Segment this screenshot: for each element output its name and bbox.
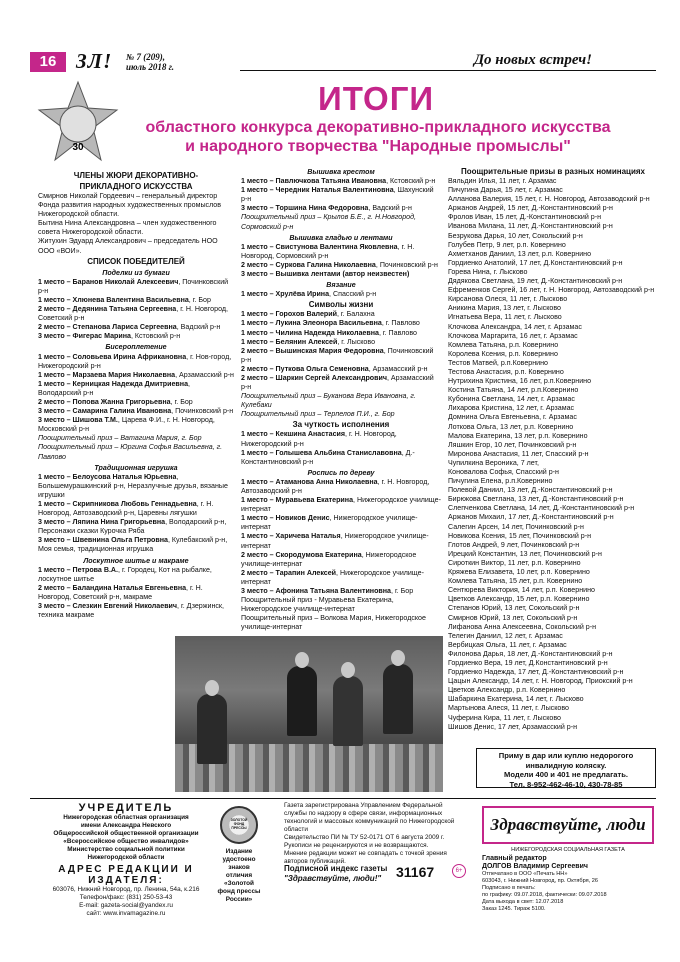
- winner-entry: 1 место – Чередник Наталья Валентиновна, Шахунский р-н: [241, 186, 434, 204]
- prize-winner: Глотов Андрей, 9 лет, Починковский р-н: [448, 540, 580, 549]
- winner-entry: Поощрительный приз - Муравьева Екатерина, Нижегородское училище-интернат: [241, 596, 394, 614]
- incentive-prize-entry: Поощрительный приз – Юргина Софья Васильевна, г. Павлово: [38, 443, 223, 461]
- prize-winner: Вяльдин Илья, 11 лет, г. Арзамас: [448, 177, 557, 185]
- prize-winner: Игнатьева Вера, 11 лет, г. Лысково: [448, 313, 562, 322]
- prize-winner: Клочкова Маргарита, 16 лет, г. Арзамас: [448, 331, 578, 340]
- footer-line: знаков: [228, 864, 250, 871]
- photo-person-head: [295, 652, 309, 668]
- winner-entry: 2 место – Суркова Галина Николаевна, Починковский р-н: [241, 260, 438, 269]
- prize-winner: Цацын Александр, 14 лет, г. Н. Новгород, Приокский р-н: [448, 677, 633, 686]
- winner-entry: 1 место – Павлючкова Татьяна Ивановна, Кстовский р-н: [241, 177, 436, 186]
- winner-entry: 2 место – Попова Жанна Григорьевна, г. Бор: [38, 397, 193, 406]
- age-rating: 6+: [452, 864, 466, 878]
- photo-person-head: [341, 662, 355, 678]
- winner-entry: Житухин Эдуард Александрович – председатель НОО ООО «ВОИ».: [38, 237, 218, 255]
- category-heading: Лоскутное шитье и макраме: [83, 556, 189, 565]
- winner-entry: 2 место – Тарапин Алексей, Нижегородское училище-интернат: [241, 568, 424, 586]
- prize-winner: Гордиенко Вера, 19 лет, Д.Константиновский р-н: [448, 658, 608, 667]
- editor-label: Главный редактор: [482, 855, 547, 862]
- issue-date: июль 2018 г.: [126, 62, 175, 72]
- photo-person: [287, 666, 317, 736]
- footer-line: 603043, г. Нижний Новгород, пр. Октября, 26: [482, 878, 598, 884]
- prize-winner: Цветков Александр, 15 лет, р.п. Ковернино: [448, 595, 590, 604]
- winner-entry: 1 место – Атаманова Анна Николаевна, г. Н. Новгород, Автозаводский р-н: [241, 477, 430, 495]
- prize-winner: Ефременков Сергей, 16 лет, г. Н. Новгород, Автозаводский р-н: [448, 286, 655, 295]
- address-list: [38, 886, 214, 918]
- footer-line: сайт: www.invamagazine.ru: [86, 910, 166, 917]
- prize-winner: Клочкова Александра, 14 лет, г. Арзамас: [448, 322, 582, 331]
- prize-winner: Тестов Матвей, р.п.Ковернино: [448, 358, 548, 367]
- prize-winner: Сентюрева Виктория, 14 лет, р.п. Ковернино: [448, 586, 595, 595]
- winner-entry: 2 место – Степанова Лариса Сергеевна, Вадский р-н: [38, 323, 221, 332]
- column-winners-continued: [241, 166, 441, 633]
- jubilee-badge-icon: [35, 80, 121, 166]
- footer-line: ЗОЛОТОЙ: [230, 818, 248, 822]
- footer-line: фонд прессы: [217, 888, 261, 895]
- prize-winner: Новикова Ксения, 15 лет, Починковский р-н: [448, 531, 591, 540]
- prize-winner: Пичугина Дарья, 15 лет, г. Арзамас: [448, 186, 563, 195]
- incentive-prize-entry: Поощрительный приз – Крылов Б.Е., г. Н.Новгород, Сормовский р-н: [241, 213, 416, 231]
- winner-entry: Смирнов Николай Гордеевич – генеральный директор Фонда развития народных художественных промыслов Нижегородской области.: [38, 192, 222, 219]
- winner-entry: 3 место – Ляпина Нина Григорьевна, Володарский р-н, Персонажи сказки Курочка Ряба: [38, 518, 227, 536]
- newspaper-logo: ЗЛ!: [76, 49, 113, 73]
- winner-entry: 3 место – Слезкин Евгений Николаевич, г. Дзержинск, техника макраме: [38, 602, 225, 620]
- footer-line: Мнение редакции может не совпадать с точкой зрения авторов публикаций.: [284, 850, 447, 865]
- section-heading: СПИСОК ПОБЕДИТЕЛЕЙ: [87, 256, 185, 266]
- prize-winner: Миронова Анастасия, 11 лет, Спасский р-н: [448, 449, 589, 458]
- winner-entry: 3 место – Фигерас Марина, Кстовский р-н: [38, 332, 181, 341]
- classified-ad: [476, 748, 656, 788]
- winner-entry: 1 место – Петрова В.А., г. Городец, Кот на рыбалке, лоскутное шитье: [38, 565, 212, 583]
- category-heading: Роспись по дереву: [307, 468, 375, 477]
- winner-entry: 2 место – Баландина Наталья Евгеньевна, г. Н. Новгород, Советский р-н, макраме: [38, 583, 203, 601]
- incentive-prizes-list: [448, 177, 658, 732]
- photo-person: [197, 694, 227, 764]
- incentive-prize-entry: Поощрительный приз – Буканова Вера Ивановна, г. Кулебаки: [241, 392, 416, 410]
- incentive-prizes-title: Поощрительные призы в разных номинациях: [460, 167, 646, 176]
- page-number: 16: [30, 52, 66, 72]
- winner-entry: 1 место – Муравьева Екатерина, Нижегородское училище-интернат: [241, 496, 441, 514]
- prize-winner: Лоткова Ольга, 13 лет, р.п. Ковернино: [448, 422, 574, 431]
- footer-line: Министерство социальной политики: [67, 846, 185, 853]
- footer-line: Отпечатано в ООО «Печать НН»: [482, 871, 568, 877]
- column-incentive-prizes: [448, 166, 658, 732]
- photo-person: [383, 664, 413, 734]
- winner-entry: 1 место – Хрулёва Ирина, Спасский р-н: [241, 290, 377, 299]
- founder-block: [38, 802, 214, 918]
- brand-logo: Здравствуйте, люди: [482, 806, 654, 844]
- footer-line: отличия: [225, 872, 253, 879]
- prize-winner: Салегин Арсен, 14 лет, Починковский р-н: [448, 522, 584, 531]
- prize-winner: Мартынова Алеся, 11 лет, г. Лысково: [448, 704, 569, 713]
- winner-entry: 1 место – Белоусова Наталья Юрьевна, Большемурашкинский р-н, Неразлучные друзья, вязаные игрушки: [38, 472, 228, 499]
- winner-entry: 2 место – Вышинская Мария Федоровна, Починковский р-н: [241, 346, 434, 364]
- category-heading: Поделки из бумаги: [102, 268, 170, 277]
- footer-line: Заказ 1245. Тираж 5100.: [482, 906, 546, 912]
- prize-winner: Горева Нина, г. Лысково: [448, 267, 528, 276]
- footer-line: 603076, Нижний Новгород, пр. Ленина, 54а, к.216: [52, 886, 200, 893]
- issue-number: № 7 (209),: [126, 52, 165, 62]
- results-title: ИТОГИ: [318, 80, 435, 117]
- editor-block: [482, 855, 654, 913]
- winner-entry: 1 место – Чилина Надежда Николаевна, г. Павлово: [241, 328, 417, 337]
- ad-phone: Тел. 8-952-462-46-10, 430-78-85: [509, 779, 623, 789]
- prize-winner: Комлева Татьяна, р.п. Ковернино: [448, 340, 559, 349]
- footer-line: Свидетельство ПИ № ТУ 52-0171 ОТ 6 августа 2009 г.: [284, 834, 445, 841]
- footer-line: по графику: 09.07.2018, фактически: 09.07.2018: [482, 892, 607, 898]
- footer-line: Общероссийской общественной организации: [53, 830, 199, 837]
- winner-entry: 1 место – Новиков Денис, Нижегородское училище-интернат: [241, 514, 418, 532]
- prize-winner: Кряжева Елизавета, 10 лет, р.п. Ковернино: [448, 568, 590, 577]
- winner-entry: Бытина Нина Александровна – член художественного совета Нижегородской области.: [38, 219, 217, 237]
- prize-winner: Ляшкин Егор, 10 лет, Починковский р-н: [448, 440, 577, 449]
- prize-winner: Шишов Денис, 17 лет, Арзамасский р-н: [448, 722, 578, 731]
- footer-line: ФОНД: [233, 822, 245, 826]
- footer-line: ПРЕССЫ: [231, 826, 247, 830]
- winner-entry: 1 место – Лукина Элеонора Васильевна, г. Павлово: [241, 319, 420, 328]
- subscription-index: 31167: [396, 864, 435, 880]
- prize-winner: Нутрихина Кристина, 16 лет, р.п.Ковернино: [448, 377, 592, 386]
- prize-winner: Коновалова Софья, Спасский р-н: [448, 468, 559, 476]
- badge-number: 30: [72, 142, 84, 153]
- prize-winner: Шабаркина Екатерина, 14 лет, г. Лысково: [448, 695, 584, 704]
- prize-winner: Кирсанова Олеся, 11 лет, г. Лысково: [448, 295, 568, 304]
- award-text: [214, 848, 264, 904]
- category-heading: Вязание: [326, 281, 356, 290]
- prize-winner: Лифанова Анна Алексеевна, Сокольский р-н: [448, 622, 597, 631]
- prize-winner: Полевой Даниил, 13 лет, Д.-Константиновский р-н: [448, 486, 613, 495]
- prize-winner: Сироткин Виктор, 11 лет, р.п. Ковернино: [448, 558, 581, 567]
- winner-entry: 3 место – Швевнина Ольга Петровна, Кулебакский р-н, Моя семья, традиционная игрушка: [38, 536, 228, 554]
- winner-entry: 2 место – Шаркин Сергей Александрович, Арзамасский р-н: [241, 373, 434, 392]
- ad-line: Модели 400 и 401 не предлагать.: [504, 770, 628, 780]
- incentive-prize-entry: Поощрительный приз – Ватагина Мария, г. Бор: [38, 434, 202, 443]
- prize-winner: Фролов Иван, 15 лет, Д.-Константиновский р-н: [448, 213, 601, 222]
- prize-winner: Безрукова Дарья, 10 лет, Сокольский р-н: [448, 231, 583, 240]
- winner-entry: 1 место – Горохов Валерий, г. Балахна: [241, 310, 375, 319]
- category-heading: Традиционная игрушка: [94, 463, 178, 472]
- founder-list: [38, 814, 214, 862]
- winner-entry: 3 место – Афонина Татьяна Валентиновна, г. Бор: [241, 587, 414, 596]
- footer-line: E-mail: gazeta-social@yandex.ru: [79, 902, 173, 909]
- founder-title: УЧРЕДИТЕЛЬ: [78, 802, 174, 814]
- prize-winner: Вербицкая Ольга, 11 лет, г. Арзамас: [448, 640, 567, 649]
- winner-entry: 1 место – Белянин Алексей, г. Лысково: [241, 337, 376, 346]
- footer-line: Подписано в печать:: [482, 885, 536, 891]
- footer-line: «Золотой: [224, 880, 254, 887]
- prize-winner: Малова Екатерина, 13 лет, р.п. Ковернино: [448, 431, 588, 440]
- prize-winner: Тестова Анастасия, р.п. Ковернино: [448, 367, 564, 376]
- prize-winner: Аржанов Андрей, 15 лет, Д.-Константиновский р-н: [448, 204, 613, 213]
- golden-fund-seal-icon: [220, 806, 258, 844]
- winner-entry: 1 место – Марзаева Мария Николаевна, Арзамасский р-н: [38, 370, 234, 379]
- footer-line: имени Александра Невского: [80, 822, 172, 829]
- brand-subtitle: НИЖЕГОРОДСКАЯ СОЦИАЛЬНАЯ ГАЗЕТА: [511, 847, 625, 853]
- contest-title-line-2: и народного творчества "Народные промыслы": [185, 138, 571, 155]
- prize-winner: Иванова Милана, 11 лет, Д.-Константиновский р-н: [448, 222, 613, 231]
- footer-line: Газета зарегистрирована Управлением Федеральной службы по надзору в сфере связи, информационных технологий и массовых коммуникаций по Нижегородской области: [284, 802, 455, 833]
- print-info: [482, 871, 654, 913]
- winner-entry: 2 место – Путкова Ольга Семеновна, Арзамасский р-н: [241, 364, 428, 373]
- prize-winner: Королева Ксения, р.п. Ковернино: [448, 349, 558, 358]
- category-heading: Бисероплетение: [105, 343, 167, 352]
- page-header: [30, 49, 656, 73]
- section-title: До новых встреч!: [473, 52, 592, 68]
- prize-winner: Гордиенко Надежда, 17 лет, Д.-Константиновский р-н: [448, 668, 624, 677]
- prize-winner: Чуферина Кира, 11 лет, г. Лысково: [448, 713, 561, 722]
- prize-winner: Смирнов Юрий, 13 лет, Сокольский р-н: [448, 613, 578, 622]
- prize-winner: Чупилкина Вероника, 7 лет,: [448, 458, 539, 467]
- prize-winner: Лихарова Кристина, 12 лет, г. Арзамас: [448, 404, 575, 413]
- prize-winner: Алланова Валерия, 15 лет, г. Н. Новгород, Автозаводский р-н: [448, 195, 650, 204]
- subscription-label: Подписной индекс газеты: [284, 864, 388, 873]
- contest-title: [118, 118, 638, 156]
- issue-info: [126, 52, 174, 72]
- prize-winner: Домнина Ольга Евгеньевна, г. Арзамас: [448, 413, 577, 422]
- footer-line: России»: [225, 896, 253, 903]
- footer-line: Нижегородская областная организация: [63, 814, 189, 821]
- prize-winner: Гордиенко Анатолий, 17 лет, Д.Константиновский р-н: [448, 258, 623, 267]
- winner-entry: Поощрительный приз – Волкова Мария, Нижегородское училище-интернат: [241, 614, 426, 632]
- winner-entry: 2 место – Дедянина Татьяна Сергеевна, г. Н. Новгород, Советский р-н: [38, 305, 228, 323]
- winner-entry: 1 место – Баранов Николай Алексеевич, Починковский р-н: [38, 277, 229, 295]
- section-heading: ПРИКЛАДНОГО ИСКУССТВА: [79, 182, 193, 191]
- incentive-prize-entry: Поощрительный приз – Терпелов П.И., г. Бор: [241, 410, 395, 419]
- column-jury-winners: [38, 170, 234, 620]
- footer-line: «Всероссийское общество инвалидов»: [63, 838, 189, 845]
- header-rule: [240, 70, 656, 71]
- footer-line: Нижегородской области: [87, 854, 165, 861]
- footer-line: Издание: [225, 848, 253, 855]
- footer-line: удостоено: [222, 856, 256, 863]
- section-heading: ЧЛЕНЫ ЖЮРИ ДЕКОРАТИВНО-: [73, 171, 199, 180]
- photo-person: [333, 676, 363, 746]
- footer-line: Рукописи не рецензируются и не возвращаются.: [284, 842, 429, 849]
- prize-winner: Ахметханов Даниил, 13 лет, р.п. Ковернино: [448, 249, 592, 258]
- prize-winner: Голубев Петр, 9 лет, р.п. Ковернино: [448, 240, 566, 249]
- category-heading: Вышивка гладью и лентами: [289, 233, 393, 242]
- photo-person-head: [205, 680, 219, 696]
- ad-line: Приму в дар или куплю недорогого: [498, 751, 634, 760]
- winner-entry: 1 место – Кекшина Анастасия, г. Н. Новгород, Нижегородский р-н: [241, 430, 397, 448]
- prize-winner: Телегин Даниил, 12 лет, г. Арзамас: [448, 631, 563, 640]
- winner-entry: 1 место – Соловьева Ирина Африкановна, г. Нов-город, Нижегородский р-н: [38, 352, 232, 370]
- footer-line: Телефон/факс: (831) 250-53-43: [79, 894, 173, 901]
- prize-winner: Слепченкова Светлана, 14 лет, Д.-Константиновский р-н: [448, 504, 635, 513]
- winner-entry: 1 место – Керницкая Надежда Дмитриевна, Володарский р-н: [38, 379, 191, 397]
- prize-winner: Аржанов Михаил, 17 лет, Д.-Константиновский р-н: [448, 513, 614, 522]
- winner-entry: 3 место – Самарина Галина Ивановна, Починковский р-н: [38, 407, 234, 416]
- contest-title-line-1: областного конкурса декоративно-прикладного искусства: [145, 119, 611, 136]
- winner-entry: 3 место – Вышивка лентами (автор неизвестен): [241, 270, 410, 279]
- editor-name: ДОЛГОВ Владимир Сергеевич: [482, 863, 588, 870]
- prize-winner: Дядякова Светлана, 19 лет, Д.-Константиновский р-н: [448, 277, 623, 286]
- footer-line: Дата выхода в свет: 12.07.2018: [482, 899, 564, 905]
- exhibition-photo: [175, 636, 443, 792]
- section-heading: Символы жизни: [308, 300, 374, 310]
- address-title: АДРЕС РЕДАКЦИИ И ИЗДАТЕЛЯ:: [58, 864, 194, 886]
- winner-entry: 2 место – Скородумова Екатерина, Нижегородское училище-интернат: [241, 550, 417, 568]
- section-heading: За чуткость исполнения: [292, 420, 390, 430]
- winner-entry: 1 место – Скрипникова Любовь Геннадьевна, г. Н. Новгород, Автозаводский р-н, Царевны лягушки: [38, 500, 214, 518]
- prize-winner: Аникина Мария, 13 лет, г. Лысково: [448, 304, 561, 313]
- category-heading: Вышивка крестом: [307, 168, 375, 176]
- winner-entry: 3 место – Шишова Т.М., Царева Ф.И., г. Н. Новгород, Московский р-н: [38, 416, 215, 434]
- prize-winner: Степанов Юрий, 13 лет, Сокольский р-н: [448, 604, 580, 613]
- winner-entry: 1 место – Хлюнева Валентина Васильевна, г. Бор: [38, 295, 211, 304]
- winner-entry: 1 место – Свистунова Валентина Яковлевна, г. Н. Новгород, Сормовский р-н: [241, 242, 415, 260]
- prize-winner: Ирецкий Константин, 13 лет, Починковский р-н: [448, 549, 602, 558]
- winner-entry: 1 место – Голышева Альбина Станиславовна, Д.-Константиновский р-н: [241, 448, 415, 466]
- seal-text: [222, 808, 256, 830]
- prize-winner: Костина Татьяна, 14 лет, р.п.Ковернино: [448, 386, 579, 395]
- prize-winner: Филонова Дарья, 18 лет, Д.-Константиновский р-н: [448, 649, 613, 658]
- photo-person-head: [391, 650, 405, 666]
- winner-entry: 3 место – Торшина Нина Федоровна, Вадский р-н: [241, 204, 412, 213]
- subscription-name: "Здравствуйте, люди!": [284, 874, 382, 883]
- footer-rule: [30, 798, 656, 799]
- winner-entry: 1 место – Харичева Наталья, Нижегородское училище-интернат: [241, 532, 429, 550]
- ad-line: инвалидную коляску.: [525, 760, 607, 770]
- prize-winner: Бирюкова Светлана, 13 лет, Д.-Константиновский р-н: [448, 495, 624, 504]
- prize-winner: Кубонина Светлана, 14 лет, г. Арзамас: [448, 395, 575, 404]
- prize-winner: Цветков Александр, р.п. Ковернино: [448, 686, 566, 695]
- registration-block: [284, 802, 466, 866]
- prize-winner: Комлева Татьяна, 15 лет, р.п. Ковернино: [448, 577, 583, 586]
- prize-winner: Пичугина Елена, р.п.Ковернино: [448, 477, 553, 486]
